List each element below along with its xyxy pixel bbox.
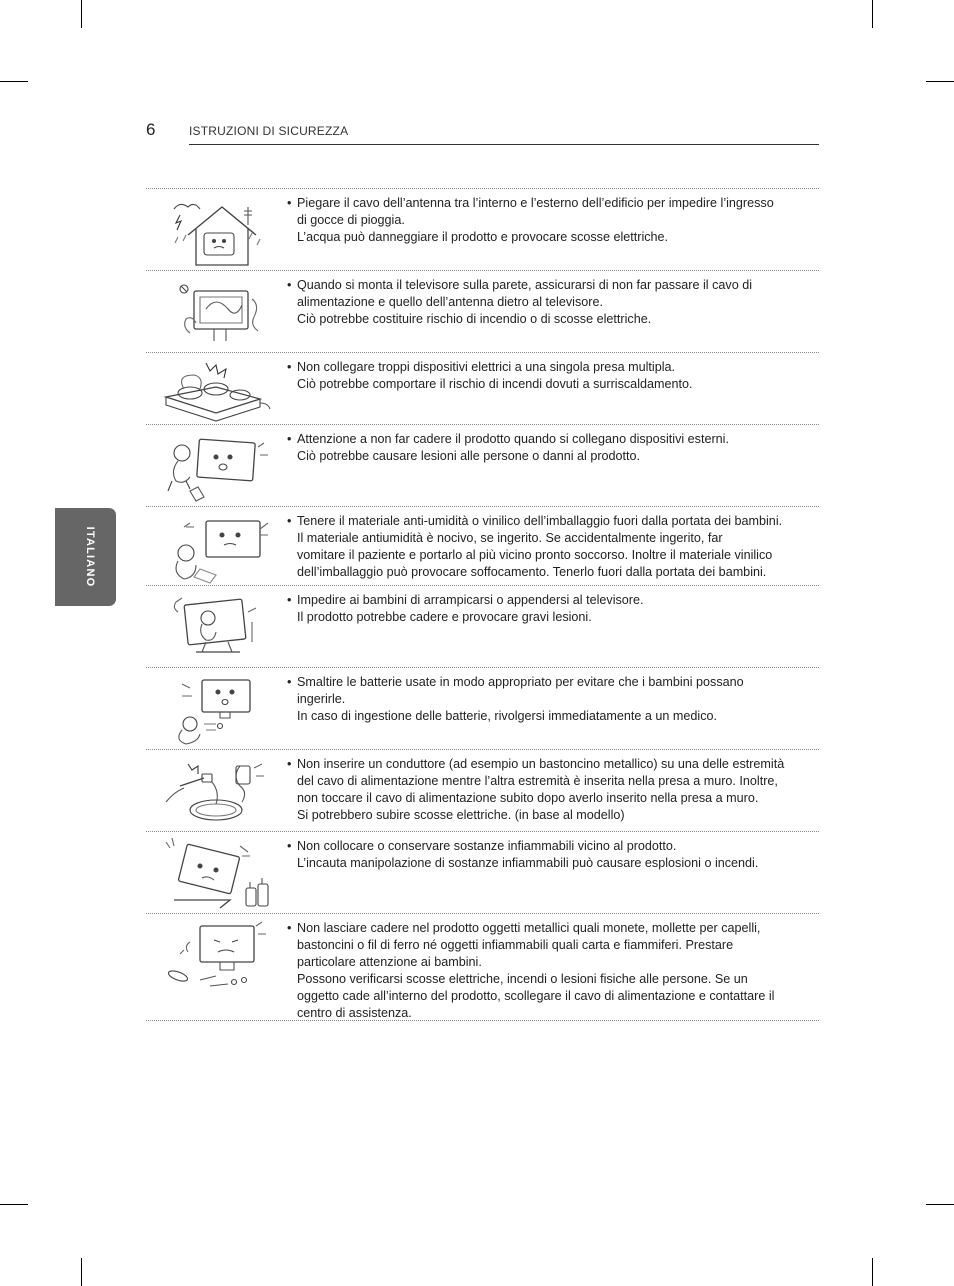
language-tab (55, 508, 116, 606)
text-line: alimentazione e quello dell’antenna dietro al televisore. (297, 295, 603, 309)
text-line: Non inserire un conduttore (ad esempio un bastoncino metallico) su una delle estremità (297, 757, 785, 771)
bullet: • (287, 839, 292, 853)
text-line: Impedire ai bambini di arrampicarsi o appendersi al televisore. (297, 593, 644, 607)
section-title: ISTRUZIONI DI SICUREZZA (189, 124, 349, 138)
child-climbing-tv-icon (160, 592, 272, 664)
item-text (287, 277, 812, 328)
bullet: • (287, 360, 292, 374)
text-line: dell’imballaggio può provocare soffocamento. Tenerlo fuori dalla portata dei bambini. (297, 565, 767, 579)
crop-mark (926, 81, 954, 82)
bullet: • (287, 432, 292, 446)
metal-objects-dropped-icon (160, 920, 272, 992)
safety-item (146, 188, 819, 270)
crop-mark (81, 1258, 82, 1286)
crop-mark (872, 1258, 873, 1286)
text-line: bastoncini o fil di ferro né oggetti infiammabili quali carta e fiammiferi. Prestare (297, 938, 734, 952)
safety-item (146, 270, 819, 352)
safety-item (146, 506, 819, 585)
text-line: Attenzione a non far cadere il prodotto quando si collegano dispositivi esterni. (297, 432, 729, 446)
bullet: • (287, 514, 292, 528)
text-line: Quando si monta il televisore sulla parete, assicurarsi di non far passare il cavo di (297, 278, 752, 292)
text-line: Il materiale antiumidità è nocivo, se ingerito. Se accidentalmente ingerito, far (297, 531, 723, 545)
text-line: Piegare il cavo dell’antenna tra l’interno e l’esterno dell’edificio per impedire l’ingresso (297, 196, 774, 210)
header-divider (189, 144, 819, 145)
bullet: • (287, 196, 292, 210)
text-line: ingerirle. (297, 692, 346, 706)
text-line: L’acqua può danneggiare il prodotto e provocare scosse elettriche. (297, 230, 669, 244)
bullet: • (287, 675, 292, 689)
text-line: Il prodotto potrebbe cadere e provocare gravi lesioni. (297, 610, 592, 624)
text-line: particolare attenzione ai bambini. (297, 955, 482, 969)
flammable-substances-icon (160, 838, 272, 910)
item-text (287, 674, 812, 725)
bullet: • (287, 757, 292, 771)
child-batteries-icon (160, 674, 272, 746)
text-line: centro di assistenza. (297, 1006, 412, 1020)
text-line: Ciò potrebbe costituire rischio di incendio o di scosse elettriche. (297, 312, 652, 326)
item-text (287, 431, 812, 465)
item-text (287, 838, 812, 872)
item-text (287, 195, 812, 246)
child-packaging-icon (160, 513, 272, 585)
text-line: Smaltire le batterie usate in modo appropriato per evitare che i bambini possano (297, 675, 744, 689)
crop-mark (0, 81, 28, 82)
safety-item (146, 667, 819, 749)
text-line: In caso di ingestione delle batterie, rivolgersi immediatamente a un medico. (297, 709, 718, 723)
page-number: 6 (146, 120, 156, 139)
bullet: • (287, 593, 292, 607)
item-text (287, 920, 812, 1022)
item-text (287, 592, 812, 626)
safety-item (146, 352, 819, 424)
item-text (287, 359, 812, 393)
text-line: non toccare il cavo di alimentazione subito dopo averlo inserito nella presa a muro. (297, 791, 759, 805)
text-line: del cavo di alimentazione mentre l’altra estremità è inserita nella presa a muro. Inoltre, (297, 774, 778, 788)
text-line: di gocce di pioggia. (297, 213, 405, 227)
bullet: • (287, 278, 292, 292)
crop-mark (0, 1204, 28, 1205)
safety-item (146, 749, 819, 831)
text-line: Non lasciare cadere nel prodotto oggetti metallici quali monete, mollette per capelli, (297, 921, 761, 935)
crop-mark (872, 0, 873, 28)
item-text (287, 513, 812, 581)
item-text (287, 756, 812, 824)
overloaded-power-strip-icon (160, 359, 272, 425)
text-line: Si potrebbero subire scosse elettriche. (in base al modello) (297, 808, 625, 822)
text-line: Non collocare o conservare sostanze infiammabili vicino al prodotto. (297, 839, 677, 853)
text-line: vomitare il paziente e portarlo al più vicino pronto soccorso. Inoltre il materiale vinilico (297, 548, 773, 562)
metal-stick-power-cord-icon (160, 756, 272, 828)
text-line: Possono verificarsi scosse elettriche, incendi o lesioni fisiche alle persone. Se un (297, 972, 748, 986)
text-line: Tenere il materiale anti-umidità o vinilico dell’imballaggio fuori dalla portata dei bambini. (297, 514, 783, 528)
house-lightning-rain-icon (160, 195, 272, 267)
safety-instructions-list (146, 188, 819, 1021)
crop-mark (81, 0, 82, 28)
text-line: oggetto cade all’interno del prodotto, scollegare il cavo di alimentazione e contattare il (297, 989, 775, 1003)
text-line: L’incauta manipolazione di sostanze infiammabili può causare esplosioni o incendi. (297, 856, 759, 870)
text-line: Ciò potrebbe comportare il rischio di incendi dovuti a surriscaldamento. (297, 377, 693, 391)
text-line: Ciò potrebbe causare lesioni alle persone o danni al prodotto. (297, 449, 641, 463)
safety-item (146, 913, 819, 1021)
tv-falling-external-device-icon (160, 431, 272, 503)
bullet: • (287, 921, 292, 935)
safety-item (146, 585, 819, 667)
text-line: Non collegare troppi dispositivi elettrici a una singola presa multipla. (297, 360, 676, 374)
crop-mark (926, 1204, 954, 1205)
language-tab-label: ITALIANO (84, 526, 96, 588)
safety-item (146, 831, 819, 913)
safety-item (146, 424, 819, 506)
wall-mounted-tv-cables-icon (160, 277, 272, 349)
